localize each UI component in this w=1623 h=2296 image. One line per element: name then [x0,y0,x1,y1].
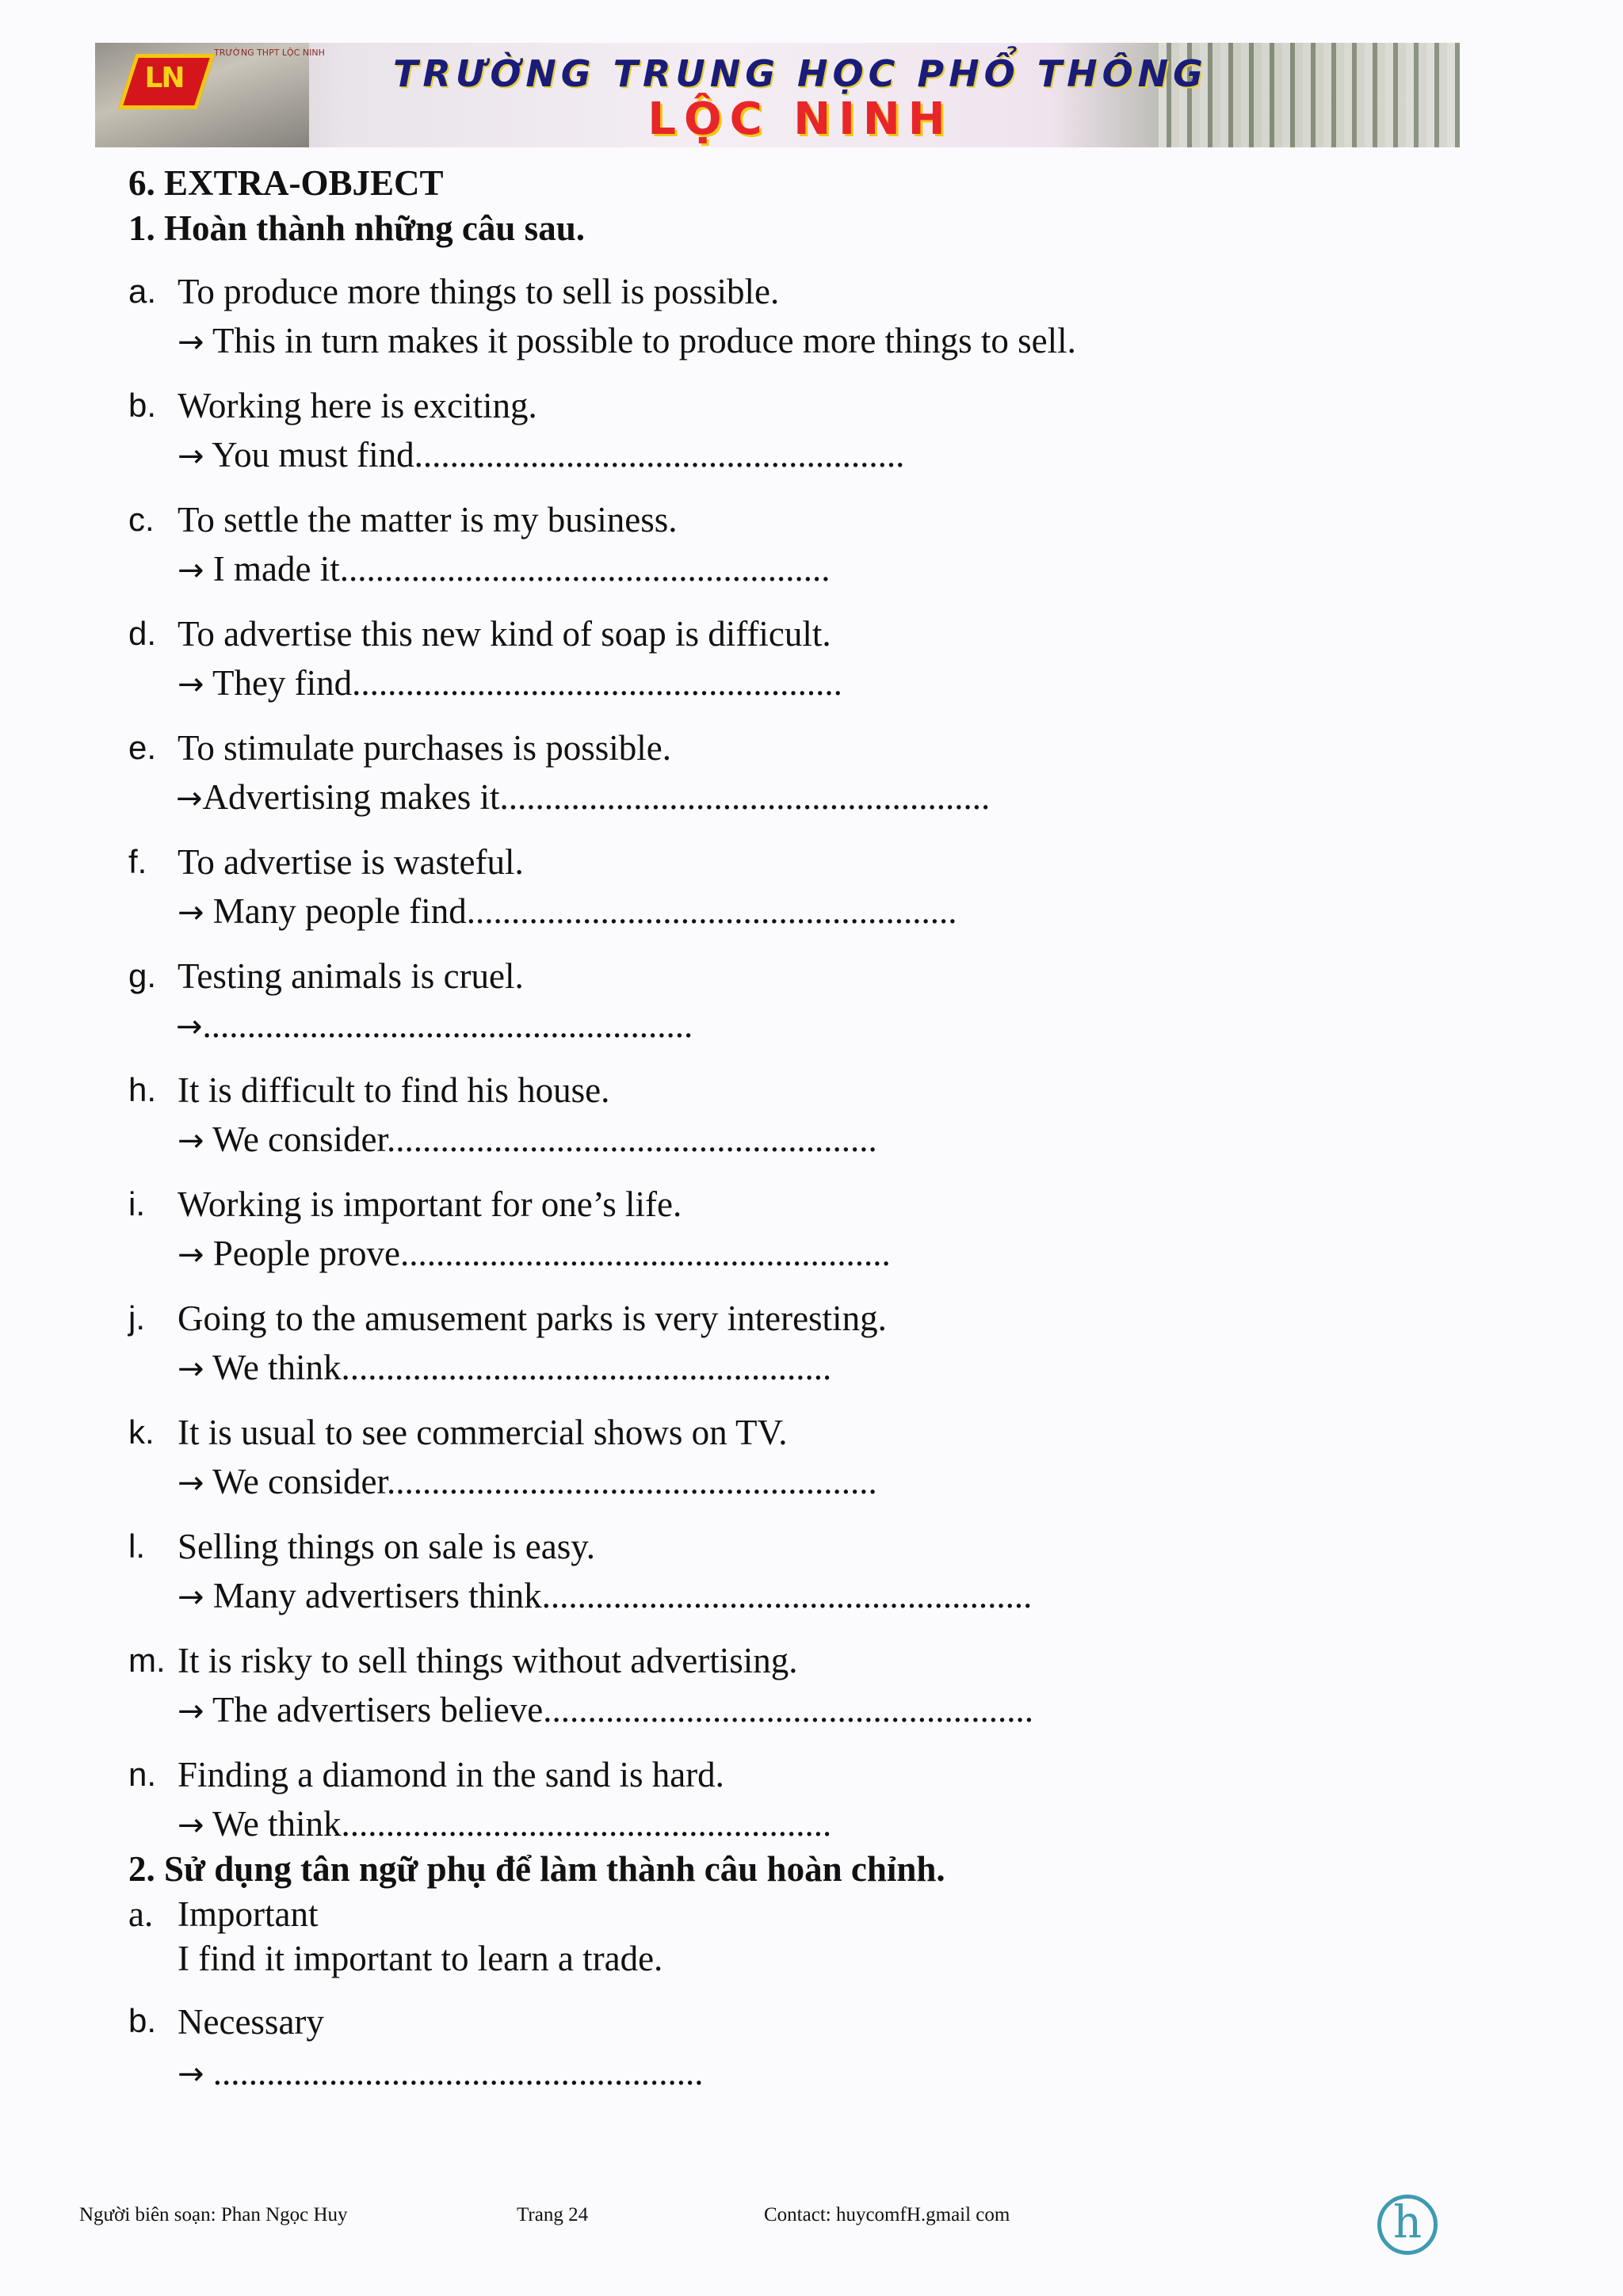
exercise1-item-answer[interactable] [178,1575,1032,1616]
arrow-icon: → [178,1693,204,1730]
exercise1-item-prompt: It is difficult to find his house. [178,1070,610,1110]
banner-caption: TRƯỜNG THPT LỘC NINH [214,48,325,58]
exercise1-item-answer[interactable] [176,1005,693,1046]
arrow-icon: → [178,1237,204,1273]
exercise1-item-answer[interactable] [178,1119,877,1160]
answer-text[interactable]: Many advertisers think....................................................... [212,1576,1033,1615]
exercise1-item-letter: j. [128,1299,145,1337]
arrow-icon: → [178,2056,204,2092]
exercise1-item-answer[interactable] [178,320,1076,361]
exercise1-item-answer[interactable] [178,1689,1033,1730]
banner-school-line1: TRƯỜNG TRUNG HỌC PHỔ THÔNG [393,52,1208,95]
arrow-icon: → [176,780,203,817]
answer-text[interactable]: We think....................................................... [212,1804,832,1844]
footer-contact: Contact: huycomfH.gmail com [764,2204,1010,2225]
exercise1-item-letter: g. [128,957,157,994]
exercise1-item-prompt: Going to the amusement parks is very interesting. [178,1299,887,1338]
exercise1-item-letter: c. [128,501,155,538]
exercise1-item-prompt: Selling things on sale is easy. [178,1527,596,1566]
publisher-logo-icon: h [1377,2195,1438,2255]
exercise1-item-letter: i. [128,1185,145,1222]
exercise1-item-prompt: To advertise this new kind of soap is difficult. [178,614,831,654]
exercise1-item-letter: a. [128,273,157,310]
exercise1-item-prompt: Finding a diamond in the sand is hard. [178,1755,724,1794]
answer-text[interactable]: You must find....................................................... [212,435,905,475]
arrow-icon: → [178,552,204,589]
exercise2-item-b-answer[interactable] [178,2052,704,2093]
exercise2-item-b-prompt: Necessary [178,2002,324,2042]
answer-text[interactable]: ....................................................... [202,1005,693,1045]
answer-text[interactable]: The advertisers believe....................................................... [212,1690,1034,1730]
arrow-icon: → [178,324,204,360]
exercise1-item-answer[interactable] [178,662,842,704]
arrow-icon: → [178,1807,204,1844]
exercise1-item-letter: m. [128,1642,166,1679]
exercise1-item-answer[interactable] [178,891,957,932]
exercise2-title: 2. Sử dụng tân ngữ phụ để làm thành câu hoàn chỉnh. [128,1849,945,1889]
exercise1-item-letter: d. [128,615,157,652]
exercise2-item-a-prompt: Important [178,1894,319,1934]
answer-text[interactable]: I made it....................................................... [212,549,831,589]
page-footer [0,2195,1623,2248]
answer-text[interactable]: People prove....................................................... [212,1234,891,1273]
exercise2-item-a-letter: a. [128,1894,154,1934]
footer-page-number: Trang 24 [517,2204,589,2225]
answer-text[interactable]: They find....................................................... [212,663,842,703]
exercise1-item-letter: l. [128,1527,145,1565]
exercise1-item-answer[interactable] [176,776,990,818]
answer-text[interactable]: We consider....................................................... [212,1119,877,1159]
footer-author: Người biên soạn: Phan Ngọc Huy [79,2204,348,2225]
answer-text[interactable]: Advertising makes it....................................................... [202,777,991,817]
arrow-icon: → [178,1579,204,1615]
school-logo-text: LN [144,62,184,94]
exercise1-item-prompt: Working here is exciting. [178,386,537,425]
exercise1-item-prompt: It is usual to see commercial shows on TV. [178,1413,788,1452]
exercise1-item-prompt: To produce more things to sell is possible. [178,272,780,311]
exercise1-item-answer[interactable] [178,548,830,589]
arrow-icon: → [178,1351,204,1387]
exercise1-item-prompt: Testing animals is cruel. [178,956,524,996]
answer-text[interactable]: We consider....................................................... [212,1462,877,1501]
answer-text[interactable]: Many people find....................................................... [212,891,957,931]
arrow-icon: → [178,1465,204,1501]
exercise1-item-letter: e. [128,729,157,766]
exercise2-item-b-letter: b. [128,2002,157,2039]
banner-school-line2: LỘC NINH [647,93,953,145]
exercise2-item-a-example: I find it important to learn a trade. [178,1939,663,1978]
exercise1-item-letter: h. [128,1071,157,1108]
arrow-icon: → [178,894,204,931]
exercise1-item-prompt: To settle the matter is my business. [178,500,678,540]
arrow-icon: → [176,1009,203,1045]
exercise1-item-prompt: To advertise is wasteful. [178,842,524,882]
school-banner [95,43,1460,147]
exercise1-item-letter: n. [128,1756,157,1793]
exercise1-item-answer[interactable] [178,1347,831,1388]
exercise1-title: 1. Hoàn thành những câu sau. [128,208,585,248]
exercise1-item-answer[interactable] [178,1461,877,1502]
section-title: 6. EXTRA-OBJECT [128,163,444,203]
exercise1-item-answer[interactable] [178,1803,831,1844]
exercise1-item-prompt: It is risky to sell things without advertising. [178,1641,798,1680]
exercise1-item-letter: b. [128,387,157,424]
exercise1-item-answer[interactable] [178,1233,891,1274]
exercise1-item-prompt: Working is important for one’s life. [178,1184,682,1224]
exercise1-item-prompt: To stimulate purchases is possible. [178,728,672,768]
arrow-icon: → [178,1123,204,1159]
exercise1-item-answer[interactable] [178,434,904,475]
exercise1-item-letter: f. [128,843,147,880]
exercise1-item-letter: k. [128,1413,155,1451]
answer-blank[interactable]: ....................................................... [212,2053,704,2092]
arrow-icon: → [178,438,204,475]
answer-text[interactable]: This in turn makes it possible to produce more things to sell. [212,321,1076,360]
arrow-icon: → [178,666,204,703]
answer-text[interactable]: We think....................................................... [212,1348,832,1387]
